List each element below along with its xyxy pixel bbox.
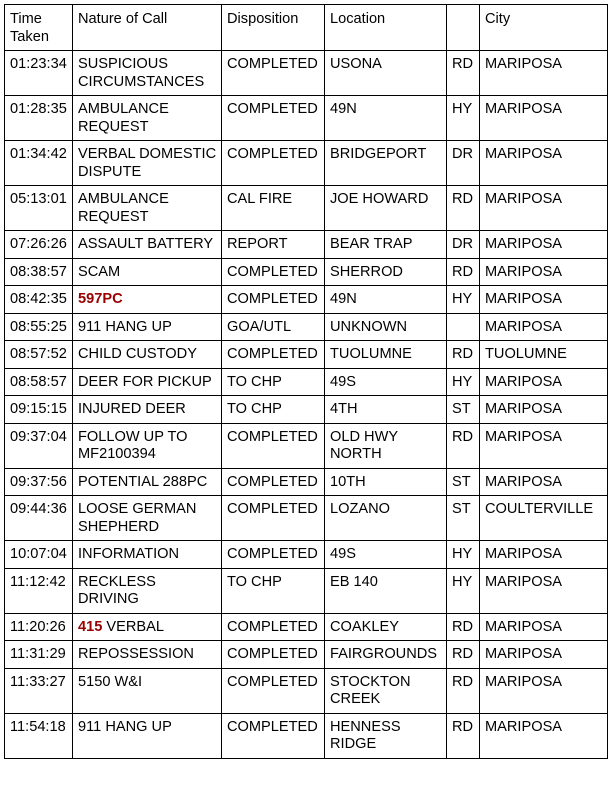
table-row <box>5 286 608 314</box>
call-log-body <box>5 51 608 759</box>
table-row <box>5 541 608 569</box>
table-row <box>5 186 608 231</box>
table-row <box>5 568 608 613</box>
nature-text: INJURED DEER <box>78 401 186 417</box>
table-row <box>5 96 608 141</box>
table-row <box>5 231 608 259</box>
cell-suffix: RD <box>447 713 480 758</box>
cell-suffix: RD <box>447 51 480 96</box>
header-nature: Nature of Call <box>73 5 222 51</box>
table-row <box>5 496 608 541</box>
cell-disposition: COMPLETED <box>222 641 325 669</box>
table-row <box>5 341 608 369</box>
cell-city: MARIPOSA <box>480 668 608 713</box>
cell-city: MARIPOSA <box>480 468 608 496</box>
cell-suffix: DR <box>447 231 480 259</box>
cell-nature <box>73 641 222 669</box>
nature-text: 5150 W&I <box>78 673 143 690</box>
cell-location: TUOLUMNE <box>325 341 447 369</box>
cell-disposition: COMPLETED <box>222 468 325 496</box>
cell-location: LOZANO <box>325 496 447 541</box>
cell-time: 01:28:35 <box>5 96 73 141</box>
cell-time: 11:33:27 <box>5 668 73 713</box>
header-location: Location <box>325 5 447 51</box>
cell-time: 09:37:56 <box>5 468 73 496</box>
cell-disposition: COMPLETED <box>222 286 325 314</box>
cell-city: MARIPOSA <box>480 258 608 286</box>
nature-text: ASSAULT BATTERY <box>78 236 214 252</box>
cell-time: 08:38:57 <box>5 258 73 286</box>
cell-nature <box>73 368 222 396</box>
nature-text: FOLLOW UP TO MF2100394 <box>78 428 188 462</box>
cell-city: MARIPOSA <box>480 286 608 314</box>
nature-code-highlight: 597PC <box>78 291 123 307</box>
cell-disposition: COMPLETED <box>222 96 325 141</box>
table-row <box>5 396 608 424</box>
cell-time: 11:12:42 <box>5 568 73 613</box>
cell-location: 10TH <box>325 468 447 496</box>
nature-text: POTENTIAL 288PC <box>78 473 208 490</box>
cell-suffix: RD <box>447 613 480 641</box>
cell-city: MARIPOSA <box>480 641 608 669</box>
nature-text: CHILD CUSTODY <box>78 346 197 362</box>
nature-text: DEER FOR PICKUP <box>78 373 212 390</box>
cell-nature <box>73 713 222 758</box>
nature-text: 911 HANG UP <box>78 318 172 335</box>
cell-location: 49N <box>325 96 447 141</box>
cell-location: 49N <box>325 286 447 314</box>
cell-suffix: HY <box>447 368 480 396</box>
header-suffix <box>447 5 480 51</box>
table-row <box>5 313 608 341</box>
cell-disposition: GOA/UTL <box>222 313 325 341</box>
cell-suffix: HY <box>447 286 480 314</box>
table-row <box>5 51 608 96</box>
cell-location: UNKNOWN <box>325 313 447 341</box>
cell-suffix: RD <box>447 186 480 231</box>
cell-time: 08:55:25 <box>5 313 73 341</box>
cell-suffix: DR <box>447 141 480 186</box>
cell-time: 05:13:01 <box>5 186 73 231</box>
cell-nature <box>73 96 222 141</box>
cell-location: 49S <box>325 541 447 569</box>
cell-suffix: ST <box>447 396 480 424</box>
cell-suffix: HY <box>447 541 480 569</box>
cell-nature <box>73 341 222 369</box>
cell-nature <box>73 541 222 569</box>
cell-suffix: RD <box>447 423 480 468</box>
cell-disposition: REPORT <box>222 231 325 259</box>
cell-time: 11:20:26 <box>5 613 73 641</box>
cell-suffix: ST <box>447 496 480 541</box>
cell-time: 08:57:52 <box>5 341 73 369</box>
table-row <box>5 713 608 758</box>
cell-time: 11:54:18 <box>5 713 73 758</box>
cell-city: MARIPOSA <box>480 541 608 569</box>
header-city: City <box>480 5 608 51</box>
nature-text: VERBAL <box>102 618 165 635</box>
cell-nature <box>73 613 222 641</box>
cell-location: EB 140 <box>325 568 447 613</box>
cell-suffix: RD <box>447 258 480 286</box>
cell-nature <box>73 496 222 541</box>
nature-text: LOOSE GERMAN SHEPHERD <box>78 501 197 535</box>
header-row <box>5 5 608 51</box>
cell-location: BRIDGEPORT <box>325 141 447 186</box>
nature-text: 911 HANG UP <box>78 718 172 735</box>
cell-time: 09:44:36 <box>5 496 73 541</box>
cell-disposition: COMPLETED <box>222 51 325 96</box>
table-row <box>5 468 608 496</box>
cell-time: 01:23:34 <box>5 51 73 96</box>
nature-text: INFORMATION <box>78 546 180 562</box>
table-row <box>5 613 608 641</box>
cell-suffix: HY <box>447 96 480 141</box>
cell-city: MARIPOSA <box>480 713 608 758</box>
cell-disposition: COMPLETED <box>222 541 325 569</box>
nature-text: REPOSSESSION <box>78 646 194 662</box>
table-row <box>5 641 608 669</box>
cell-disposition: COMPLETED <box>222 496 325 541</box>
cell-disposition: COMPLETED <box>222 258 325 286</box>
table-row <box>5 668 608 713</box>
cell-suffix <box>447 313 480 341</box>
cell-location: COAKLEY <box>325 613 447 641</box>
cell-nature <box>73 668 222 713</box>
cell-city: MARIPOSA <box>480 568 608 613</box>
cell-time: 09:37:04 <box>5 423 73 468</box>
cell-disposition: CAL FIRE <box>222 186 325 231</box>
cell-city: MARIPOSA <box>480 396 608 424</box>
cell-city: MARIPOSA <box>480 313 608 341</box>
cell-city: MARIPOSA <box>480 368 608 396</box>
cell-time: 01:34:42 <box>5 141 73 186</box>
table-row <box>5 368 608 396</box>
cell-disposition: COMPLETED <box>222 341 325 369</box>
cell-time: 11:31:29 <box>5 641 73 669</box>
header-time: Time Taken <box>5 5 73 51</box>
nature-text: VERBAL DOMESTIC DISPUTE <box>78 146 217 180</box>
cell-disposition: TO CHP <box>222 396 325 424</box>
cell-location: BEAR TRAP <box>325 231 447 259</box>
cell-nature <box>73 231 222 259</box>
table-row <box>5 141 608 186</box>
cell-nature <box>73 141 222 186</box>
cell-time: 08:58:57 <box>5 368 73 396</box>
cell-disposition: COMPLETED <box>222 713 325 758</box>
cell-location: 4TH <box>325 396 447 424</box>
cell-time: 10:07:04 <box>5 541 73 569</box>
cell-nature <box>73 286 222 314</box>
nature-code-highlight: 415 <box>78 618 103 635</box>
cell-time: 07:26:26 <box>5 231 73 259</box>
cell-location: FAIRGROUNDS <box>325 641 447 669</box>
cell-location: STOCKTON CREEK <box>325 668 447 713</box>
cell-suffix: RD <box>447 641 480 669</box>
cell-suffix: ST <box>447 468 480 496</box>
table-row <box>5 423 608 468</box>
cell-disposition: COMPLETED <box>222 141 325 186</box>
cell-location: HENNESS RIDGE <box>325 713 447 758</box>
nature-text: AMBULANCE REQUEST <box>78 101 169 135</box>
cell-city: MARIPOSA <box>480 613 608 641</box>
header-disposition: Disposition <box>222 5 325 51</box>
cell-location: OLD HWY NORTH <box>325 423 447 468</box>
cell-city: COULTERVILLE <box>480 496 608 541</box>
cell-suffix: RD <box>447 668 480 713</box>
cell-location: JOE HOWARD <box>325 186 447 231</box>
cell-disposition: COMPLETED <box>222 668 325 713</box>
cell-nature <box>73 258 222 286</box>
cell-city: MARIPOSA <box>480 423 608 468</box>
cell-nature <box>73 423 222 468</box>
cell-city: MARIPOSA <box>480 51 608 96</box>
cell-city: MARIPOSA <box>480 96 608 141</box>
cell-city: MARIPOSA <box>480 231 608 259</box>
cell-location: SHERROD <box>325 258 447 286</box>
cell-disposition: COMPLETED <box>222 613 325 641</box>
cell-location: USONA <box>325 51 447 96</box>
cell-suffix: HY <box>447 568 480 613</box>
cell-disposition: TO CHP <box>222 568 325 613</box>
cell-disposition: TO CHP <box>222 368 325 396</box>
cell-time: 08:42:35 <box>5 286 73 314</box>
nature-text: SCAM <box>78 263 121 280</box>
cell-city: MARIPOSA <box>480 141 608 186</box>
nature-text: AMBULANCE REQUEST <box>78 191 169 225</box>
cell-city: TUOLUMNE <box>480 341 608 369</box>
table-row <box>5 258 608 286</box>
nature-text: SUSPICIOUS CIRCUMSTANCES <box>78 56 205 90</box>
nature-text: RECKLESS DRIVING <box>78 573 156 607</box>
cell-nature <box>73 51 222 96</box>
cell-nature <box>73 313 222 341</box>
cell-nature <box>73 568 222 613</box>
cell-city: MARIPOSA <box>480 186 608 231</box>
cell-location: 49S <box>325 368 447 396</box>
cell-time: 09:15:15 <box>5 396 73 424</box>
cell-suffix: RD <box>447 341 480 369</box>
cell-nature <box>73 396 222 424</box>
call-log-table <box>4 4 608 759</box>
cell-nature <box>73 468 222 496</box>
cell-disposition: COMPLETED <box>222 423 325 468</box>
cell-nature <box>73 186 222 231</box>
